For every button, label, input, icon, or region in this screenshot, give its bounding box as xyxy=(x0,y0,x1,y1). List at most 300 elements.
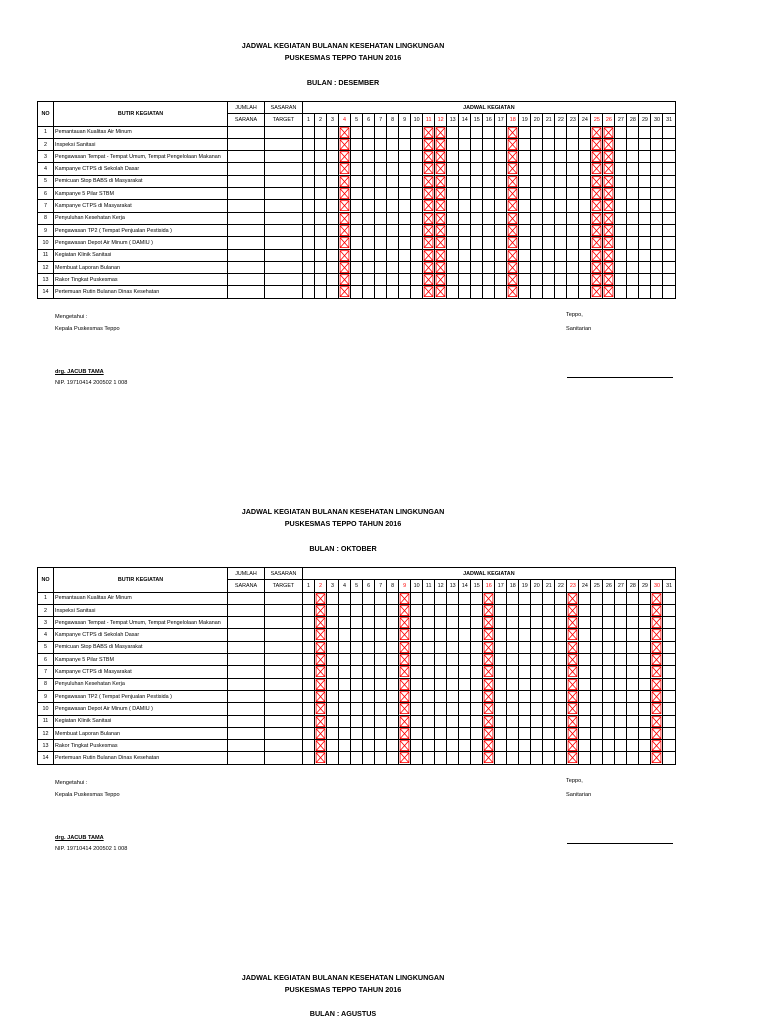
day-cell xyxy=(579,224,591,236)
day-cell xyxy=(327,175,339,187)
scheduled-mark xyxy=(435,151,447,163)
day-cell xyxy=(543,715,555,727)
scheduled-mark xyxy=(435,224,447,236)
table-row xyxy=(38,727,676,739)
day-cell xyxy=(399,163,411,175)
scheduled-mark xyxy=(567,715,579,727)
day-cell xyxy=(459,200,471,212)
day-header: 26 xyxy=(603,114,615,126)
day-cell xyxy=(531,617,543,629)
day-header: 26 xyxy=(603,580,615,592)
day-cell xyxy=(579,752,591,764)
day-cell xyxy=(591,727,603,739)
day-cell xyxy=(651,261,663,273)
day-cell xyxy=(507,666,519,678)
day-header: 19 xyxy=(519,114,531,126)
day-cell xyxy=(459,690,471,702)
day-cell xyxy=(483,138,495,150)
day-cell xyxy=(663,224,675,236)
day-header: 3 xyxy=(327,580,339,592)
day-cell xyxy=(519,740,531,752)
day-cell xyxy=(327,274,339,286)
scheduled-mark xyxy=(339,224,351,236)
day-cell xyxy=(351,703,363,715)
day-cell xyxy=(351,604,363,616)
day-cell xyxy=(339,654,351,666)
day-cell xyxy=(615,654,627,666)
day-cell xyxy=(555,175,567,187)
day-cell xyxy=(339,715,351,727)
day-cell xyxy=(615,678,627,690)
title-line-2: PUSKESMAS TEPPO TAHUN 2016 xyxy=(284,53,402,62)
day-cell xyxy=(375,126,387,138)
sig-nip: NIP. 19710414 200502 1 008 xyxy=(55,380,128,386)
day-cell xyxy=(351,740,363,752)
day-cell xyxy=(519,249,531,261)
day-cell xyxy=(363,629,375,641)
day-cell xyxy=(519,175,531,187)
day-cell xyxy=(351,727,363,739)
day-cell xyxy=(627,703,639,715)
day-cell xyxy=(603,740,615,752)
day-cell xyxy=(483,274,495,286)
day-header: 9 xyxy=(399,114,411,126)
scheduled-mark xyxy=(483,690,495,702)
day-cell xyxy=(531,200,543,212)
day-cell xyxy=(579,617,591,629)
day-header: 21 xyxy=(543,114,555,126)
day-cell xyxy=(471,212,483,224)
day-cell xyxy=(375,286,387,298)
day-cell xyxy=(411,212,423,224)
day-cell xyxy=(543,224,555,236)
row-number: 2 xyxy=(38,138,54,150)
day-cell xyxy=(315,175,327,187)
day-cell xyxy=(387,188,399,200)
day-cell xyxy=(315,261,327,273)
day-cell xyxy=(423,617,435,629)
sasaran-target-cell xyxy=(265,715,303,727)
day-cell xyxy=(579,740,591,752)
scheduled-mark xyxy=(567,752,579,764)
day-header: 9 xyxy=(399,580,411,592)
day-cell xyxy=(627,261,639,273)
day-cell xyxy=(351,592,363,604)
scheduled-mark xyxy=(507,126,519,138)
scheduled-mark xyxy=(591,212,603,224)
day-cell xyxy=(471,126,483,138)
day-cell xyxy=(387,752,399,764)
day-cell xyxy=(423,703,435,715)
header-jumlah: JUMLAH xyxy=(228,568,265,580)
day-cell xyxy=(387,740,399,752)
scheduled-mark xyxy=(423,175,435,187)
day-cell xyxy=(615,666,627,678)
day-header: 8 xyxy=(387,580,399,592)
day-cell xyxy=(303,126,315,138)
day-cell xyxy=(471,604,483,616)
scheduled-mark xyxy=(339,274,351,286)
day-cell xyxy=(375,274,387,286)
jumlah-sarana-cell xyxy=(228,690,265,702)
day-cell xyxy=(459,715,471,727)
scheduled-mark xyxy=(567,678,579,690)
day-cell xyxy=(447,249,459,261)
day-cell xyxy=(579,151,591,163)
day-cell xyxy=(627,629,639,641)
scheduled-mark xyxy=(423,237,435,249)
day-cell xyxy=(471,666,483,678)
day-cell xyxy=(327,629,339,641)
day-cell xyxy=(531,678,543,690)
day-cell xyxy=(639,200,651,212)
day-cell xyxy=(447,224,459,236)
table-row xyxy=(38,151,676,163)
day-cell xyxy=(615,126,627,138)
day-cell xyxy=(567,224,579,236)
day-cell xyxy=(327,200,339,212)
day-header: 7 xyxy=(375,114,387,126)
table-row xyxy=(38,690,676,702)
row-number: 13 xyxy=(38,740,54,752)
day-cell xyxy=(303,592,315,604)
day-cell xyxy=(579,200,591,212)
scheduled-mark xyxy=(483,641,495,653)
sasaran-target-cell xyxy=(265,678,303,690)
day-cell xyxy=(351,752,363,764)
day-cell xyxy=(519,188,531,200)
day-cell xyxy=(435,740,447,752)
day-cell xyxy=(555,617,567,629)
day-cell xyxy=(627,727,639,739)
day-cell xyxy=(519,224,531,236)
table-row xyxy=(38,604,676,616)
scheduled-mark xyxy=(507,274,519,286)
day-cell xyxy=(543,703,555,715)
day-cell xyxy=(603,654,615,666)
day-cell xyxy=(567,274,579,286)
table-row xyxy=(38,175,676,187)
day-cell xyxy=(495,641,507,653)
day-header: 12 xyxy=(435,114,447,126)
day-cell xyxy=(663,740,675,752)
scheduled-mark xyxy=(651,715,663,727)
day-cell xyxy=(555,237,567,249)
day-cell xyxy=(327,690,339,702)
day-cell xyxy=(387,678,399,690)
day-cell xyxy=(411,740,423,752)
day-cell xyxy=(495,126,507,138)
jumlah-sarana-cell xyxy=(228,274,265,286)
day-cell xyxy=(375,654,387,666)
day-cell xyxy=(555,641,567,653)
day-cell xyxy=(651,151,663,163)
day-cell xyxy=(567,126,579,138)
scheduled-mark xyxy=(315,727,327,739)
day-cell xyxy=(303,617,315,629)
day-cell xyxy=(495,237,507,249)
day-cell xyxy=(531,224,543,236)
day-cell xyxy=(363,703,375,715)
scheduled-mark xyxy=(399,654,411,666)
activity-name: Kampanye CTPS di Sekolah Dasar xyxy=(54,629,228,641)
jumlah-sarana-cell xyxy=(228,126,265,138)
scheduled-mark xyxy=(567,703,579,715)
day-cell xyxy=(615,188,627,200)
sig-role: Sanitarian xyxy=(566,326,592,332)
day-cell xyxy=(663,641,675,653)
day-cell xyxy=(555,678,567,690)
day-cell xyxy=(663,592,675,604)
table-row xyxy=(38,629,676,641)
day-cell xyxy=(543,740,555,752)
day-cell xyxy=(459,151,471,163)
scheduled-mark xyxy=(315,641,327,653)
day-cell xyxy=(303,727,315,739)
scheduled-mark xyxy=(399,703,411,715)
day-cell xyxy=(435,703,447,715)
scheduled-mark xyxy=(483,592,495,604)
day-header: 24 xyxy=(579,580,591,592)
row-number: 9 xyxy=(38,224,54,236)
row-number: 3 xyxy=(38,151,54,163)
day-cell xyxy=(363,138,375,150)
sasaran-target-cell xyxy=(265,175,303,187)
day-cell xyxy=(375,752,387,764)
day-cell xyxy=(639,163,651,175)
day-cell xyxy=(375,678,387,690)
day-cell xyxy=(627,151,639,163)
row-number: 1 xyxy=(38,592,54,604)
scheduled-mark xyxy=(339,200,351,212)
day-cell xyxy=(387,666,399,678)
day-cell xyxy=(615,690,627,702)
day-cell xyxy=(543,592,555,604)
day-cell xyxy=(495,151,507,163)
day-cell xyxy=(627,188,639,200)
day-cell xyxy=(555,690,567,702)
day-cell xyxy=(495,703,507,715)
scheduled-mark xyxy=(603,237,615,249)
day-cell xyxy=(483,261,495,273)
day-cell xyxy=(387,604,399,616)
scheduled-mark xyxy=(591,188,603,200)
day-cell xyxy=(399,249,411,261)
day-cell xyxy=(387,175,399,187)
scheduled-mark xyxy=(423,188,435,200)
day-cell xyxy=(351,629,363,641)
day-cell xyxy=(495,752,507,764)
day-cell xyxy=(651,138,663,150)
day-cell xyxy=(543,175,555,187)
day-cell xyxy=(423,654,435,666)
day-cell xyxy=(447,138,459,150)
day-cell xyxy=(543,274,555,286)
day-cell xyxy=(507,752,519,764)
day-cell xyxy=(327,188,339,200)
scheduled-mark xyxy=(603,212,615,224)
day-cell xyxy=(303,678,315,690)
day-cell xyxy=(495,727,507,739)
day-cell xyxy=(543,261,555,273)
day-cell xyxy=(447,666,459,678)
activity-name: Kegiatan Klinik Sanitasi xyxy=(54,715,228,727)
day-cell xyxy=(471,703,483,715)
day-cell xyxy=(579,727,591,739)
day-cell xyxy=(663,200,675,212)
scheduled-mark xyxy=(339,261,351,273)
scheduled-mark xyxy=(435,188,447,200)
day-cell xyxy=(363,261,375,273)
header-target: TARGET xyxy=(265,114,303,126)
day-cell xyxy=(639,727,651,739)
scheduled-mark xyxy=(651,752,663,764)
scheduled-mark xyxy=(603,261,615,273)
jumlah-sarana-cell xyxy=(228,703,265,715)
day-cell xyxy=(447,274,459,286)
day-cell xyxy=(639,629,651,641)
day-cell xyxy=(495,604,507,616)
day-cell xyxy=(423,727,435,739)
scheduled-mark xyxy=(507,163,519,175)
day-cell xyxy=(315,249,327,261)
day-cell xyxy=(531,604,543,616)
day-cell xyxy=(507,617,519,629)
scheduled-mark xyxy=(483,715,495,727)
scheduled-mark xyxy=(423,126,435,138)
table-row xyxy=(38,715,676,727)
row-number: 8 xyxy=(38,212,54,224)
day-cell xyxy=(351,212,363,224)
day-cell xyxy=(603,690,615,702)
day-cell xyxy=(543,641,555,653)
day-cell xyxy=(531,175,543,187)
day-cell xyxy=(363,151,375,163)
day-cell xyxy=(339,617,351,629)
jumlah-sarana-cell xyxy=(228,592,265,604)
day-header: 2 xyxy=(315,580,327,592)
day-cell xyxy=(543,727,555,739)
activity-name: Pemantauan Kualitas Air Minum xyxy=(54,126,228,138)
day-cell xyxy=(471,690,483,702)
day-cell xyxy=(627,249,639,261)
day-cell xyxy=(363,163,375,175)
day-cell xyxy=(303,740,315,752)
scheduled-mark xyxy=(507,224,519,236)
jumlah-sarana-cell xyxy=(228,740,265,752)
jumlah-sarana-cell xyxy=(228,224,265,236)
day-cell xyxy=(639,654,651,666)
day-cell xyxy=(387,727,399,739)
day-header: 18 xyxy=(507,580,519,592)
day-cell xyxy=(471,715,483,727)
day-cell xyxy=(603,666,615,678)
day-cell xyxy=(639,224,651,236)
day-cell xyxy=(519,641,531,653)
day-cell xyxy=(627,138,639,150)
day-cell xyxy=(495,261,507,273)
day-cell xyxy=(531,261,543,273)
day-cell xyxy=(591,592,603,604)
day-cell xyxy=(327,604,339,616)
scheduled-mark xyxy=(423,200,435,212)
day-cell xyxy=(615,629,627,641)
day-header: 23 xyxy=(567,114,579,126)
day-cell xyxy=(447,261,459,273)
sasaran-target-cell xyxy=(265,138,303,150)
day-cell xyxy=(663,188,675,200)
day-header: 14 xyxy=(459,580,471,592)
day-cell xyxy=(663,617,675,629)
jumlah-sarana-cell xyxy=(228,666,265,678)
day-cell xyxy=(555,212,567,224)
day-cell xyxy=(303,212,315,224)
day-cell xyxy=(435,592,447,604)
day-cell xyxy=(531,274,543,286)
day-cell xyxy=(459,163,471,175)
day-cell xyxy=(507,641,519,653)
scheduled-mark xyxy=(567,740,579,752)
day-cell xyxy=(627,237,639,249)
day-cell xyxy=(447,200,459,212)
scheduled-mark xyxy=(651,592,663,604)
title-line-1: JADWAL KEGIATAN BULANAN KESEHATAN LINGKUNGAN xyxy=(241,507,445,516)
scheduled-mark xyxy=(591,237,603,249)
table-row xyxy=(38,592,676,604)
day-header: 28 xyxy=(627,580,639,592)
day-cell xyxy=(615,212,627,224)
day-cell xyxy=(651,163,663,175)
scheduled-mark xyxy=(399,617,411,629)
sasaran-target-cell xyxy=(265,237,303,249)
day-cell xyxy=(579,212,591,224)
day-cell xyxy=(387,138,399,150)
day-cell xyxy=(639,617,651,629)
day-cell xyxy=(519,200,531,212)
scheduled-mark xyxy=(507,212,519,224)
day-cell xyxy=(627,690,639,702)
day-cell xyxy=(363,617,375,629)
scheduled-mark xyxy=(483,727,495,739)
day-cell xyxy=(483,249,495,261)
day-cell xyxy=(591,641,603,653)
day-cell xyxy=(471,654,483,666)
scheduled-mark xyxy=(651,604,663,616)
day-cell xyxy=(579,690,591,702)
day-cell xyxy=(375,188,387,200)
scheduled-mark xyxy=(567,592,579,604)
day-cell xyxy=(495,654,507,666)
day-header: 13 xyxy=(447,114,459,126)
day-cell xyxy=(339,678,351,690)
day-cell xyxy=(591,690,603,702)
day-cell xyxy=(603,604,615,616)
day-cell xyxy=(411,200,423,212)
day-cell xyxy=(483,163,495,175)
sasaran-target-cell xyxy=(265,249,303,261)
day-cell xyxy=(411,690,423,702)
day-cell xyxy=(459,188,471,200)
day-cell xyxy=(507,740,519,752)
day-cell xyxy=(303,690,315,702)
table-row xyxy=(38,666,676,678)
day-cell xyxy=(531,629,543,641)
sasaran-target-cell xyxy=(265,654,303,666)
day-cell xyxy=(375,175,387,187)
day-cell xyxy=(543,188,555,200)
day-cell xyxy=(423,740,435,752)
jumlah-sarana-cell xyxy=(228,249,265,261)
